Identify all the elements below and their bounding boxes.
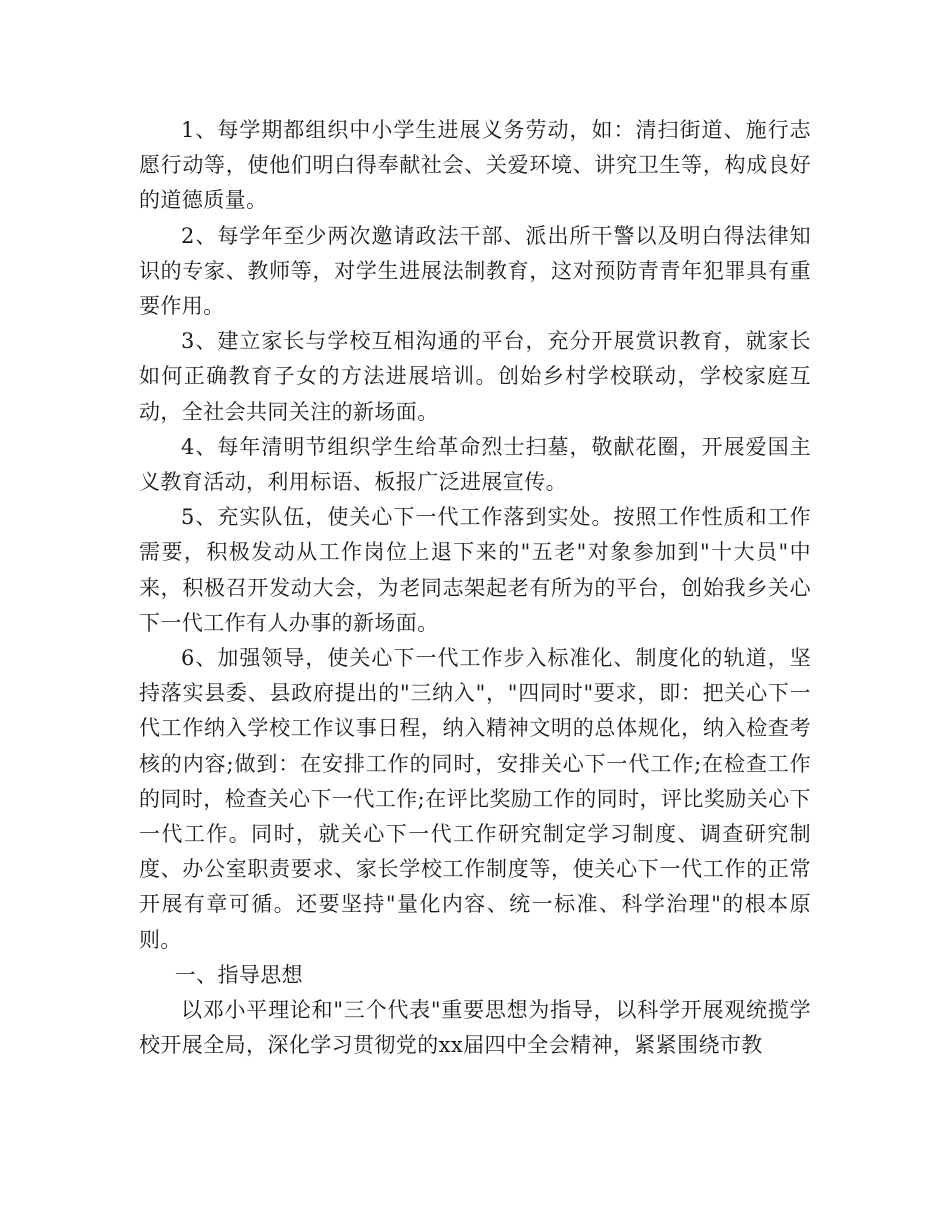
closing-paragraph: 以邓小平理论和"三个代表"重要思想为指导，以科学开展观统揽学校开展全局，深化学习贯彻党的xx届四中全会精神，紧紧围绕市教 [139,998,811,1058]
paragraph-1: 1、每学期都组织中小学生进展义务劳动，如：清扫街道、施行志愿行动等，使他们明白得奉献社会、关爱环境、讲究卫生等，构成良好的道德质量。 [139,118,811,213]
paragraph-5: 5、充实队伍，使关心下一代工作落到实处。按照工作性质和工作需要，积极发动从工作岗位上退下来的"五老"对象参加到"十大员"中来，积极召开发动大会，为老同志架起老有所为的平台，创始我乡关心下一代工作有人办事的新场面。 [139,505,811,635]
paragraph-4: 4、每年清明节组织学生给革命烈士扫墓，敬献花圈，开展爱国主义教育活动，利用标语、板报广泛进展宣传。 [139,434,811,495]
paragraph-3: 3、建立家长与学校互相沟通的平台，充分开展赏识教育，就家长如何正确教育子女的方法进展培训。创始乡村学校联动，学校家庭互动，全社会共同关注的新场面。 [139,329,811,424]
paragraph-2: 2、每学年至少两次邀请政法干部、派出所干警以及明白得法律知识的专家、教师等，对学生进展法制教育，这对预防青青年犯罪具有重要作用。 [139,223,811,319]
document-body [139,113,811,1063]
section-heading: 一、指导思想 [174,962,304,987]
paragraph-6: 6、加强领导，使关心下一代工作步入标准化、制度化的轨道，坚持落实县委、县政府提出的"三纳入"，"四同时"要求，即：把关心下一代工作纳入学校工作议事日程，纳入精神文明的总体规化，纳入检查考核的内容;做到：在安排工作的同时，安排关心下一代工作;在检查工作的同时，检查关心下一代工作;在评比奖励工作的同时，评比奖励关心下一代工作。同时，就关心下一代工作研究制定学习制度、调查研究制度、办公室职责要求、家长学校工作制度等，使关心下一代工作的正常开展有章可循。还要坚持"量化内容、统一标准、科学治理"的根本原则。 [139,646,811,952]
